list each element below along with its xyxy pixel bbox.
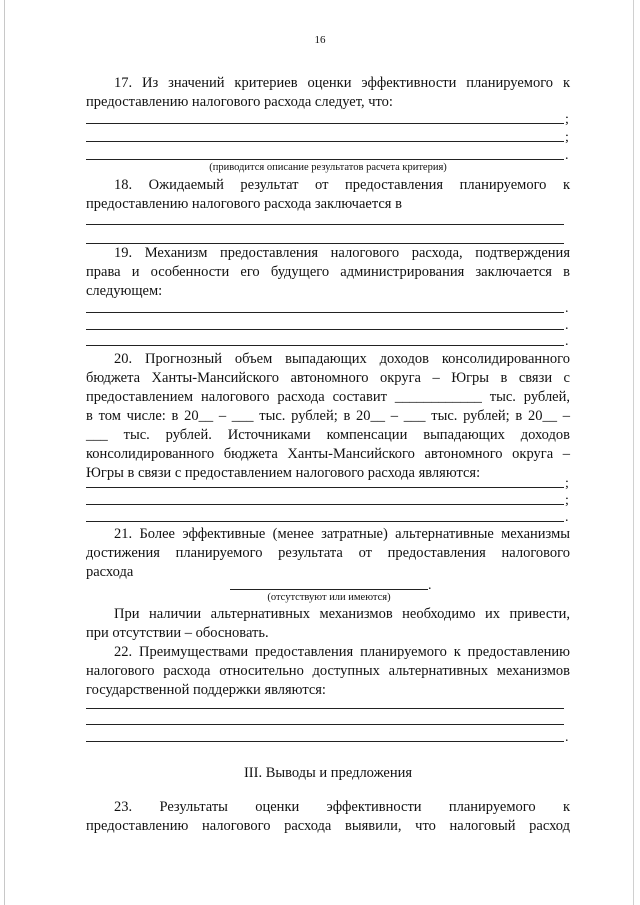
- item19-line-2: права и особенности его будущего администрирования заключается в: [86, 264, 570, 280]
- section-title: III. Выводы и предложения: [243, 765, 413, 781]
- fill-line: [230, 589, 428, 590]
- item20-line-4: в том числе: в 20__ – ___ тыс. рублей; в 20__ – ___ тыс. рублей; в 20__ –: [86, 408, 570, 424]
- line-end-mark: .: [565, 730, 569, 745]
- item20-line-6: консолидированного бюджета Ханты-Мансийского автономного округа –: [86, 446, 570, 462]
- line-end-mark: ;: [565, 493, 569, 508]
- line-end-mark: .: [565, 318, 569, 333]
- line-end-mark: .: [565, 510, 569, 525]
- fill-line: [86, 487, 564, 488]
- line-end-mark: .: [565, 301, 569, 316]
- item21-line-3: расхода: [86, 564, 134, 580]
- line-end-mark: ;: [565, 112, 569, 127]
- fill-line: [86, 329, 564, 330]
- fill-line: [86, 504, 564, 505]
- line-end-mark: .: [428, 578, 432, 593]
- item23-line-1: 23. Результаты оценки эффективности планируемого к: [114, 799, 570, 815]
- item19-line-1: 19. Механизм предоставления налогового расхода, подтверждения: [114, 245, 570, 261]
- item20-line-3: предоставлением налогового расхода составит ____________ тыс. рублей,: [86, 389, 570, 405]
- fill-line: [86, 741, 564, 742]
- item18-line-1: 18. Ожидаемый результат от предоставления планируемого к: [114, 177, 570, 193]
- item20-line-5: ___ тыс. рублей. Источниками компенсации выпадающих доходов: [86, 427, 570, 443]
- fill-line: [86, 312, 564, 313]
- item22-line-1: 22. Преимуществами предоставления планируемого к предоставлению: [114, 644, 570, 660]
- fill-line: [86, 708, 564, 709]
- item20-line-2: бюджета Ханты-Мансийского автономного округа – Югры в связи с: [86, 370, 570, 386]
- item21-line-1: 21. Более эффективные (менее затратные) альтернативные механизмы: [114, 526, 570, 542]
- fill-line: [86, 123, 564, 124]
- page-edge-right: [633, 0, 634, 905]
- line-end-mark: .: [565, 334, 569, 349]
- item19-line-3: следующем:: [86, 283, 163, 299]
- item21-note-line-1: При наличии альтернативных механизмов необходимо их привести,: [114, 606, 570, 622]
- page-edge-left: [4, 0, 5, 905]
- line-end-mark: ;: [565, 130, 569, 145]
- fill-line: [86, 521, 564, 522]
- item23-line-2: предоставлению налогового расхода выявили, что налоговый расход: [86, 818, 570, 834]
- item20-line-7: Югры в связи с предоставлением налогового расхода являются:: [86, 465, 481, 481]
- item20-line-1: 20. Прогнозный объем выпадающих доходов консолидированного: [114, 351, 570, 367]
- item22-line-3: государственной поддержки являются:: [86, 682, 326, 698]
- item17-line-1: 17. Из значений критериев оценки эффективности планируемого к: [114, 75, 570, 91]
- fill-line: [86, 141, 564, 142]
- item21-note-line-2: при отсутствии – обосновать.: [86, 625, 269, 641]
- fill-line: [86, 224, 564, 225]
- item18-line-2: предоставлению налогового расхода заключается в: [86, 196, 402, 212]
- item21-line-2: достижения планируемого результата от предоставления налогового: [86, 545, 570, 561]
- fill-line: [86, 345, 564, 346]
- line-end-mark: ;: [565, 476, 569, 491]
- item22-line-2: налогового расхода относительно доступных альтернативных механизмов: [86, 663, 570, 679]
- fill-line: [86, 724, 564, 725]
- item21-caption: (отсутствуют или имеются): [267, 592, 391, 603]
- line-end-mark: .: [565, 148, 569, 163]
- fill-line: [86, 159, 564, 160]
- item17-line-2: предоставлению налогового расхода следует, что:: [86, 94, 393, 110]
- page-number: 16: [314, 34, 326, 46]
- item17-caption: (приводится описание результатов расчета критерия): [209, 162, 447, 173]
